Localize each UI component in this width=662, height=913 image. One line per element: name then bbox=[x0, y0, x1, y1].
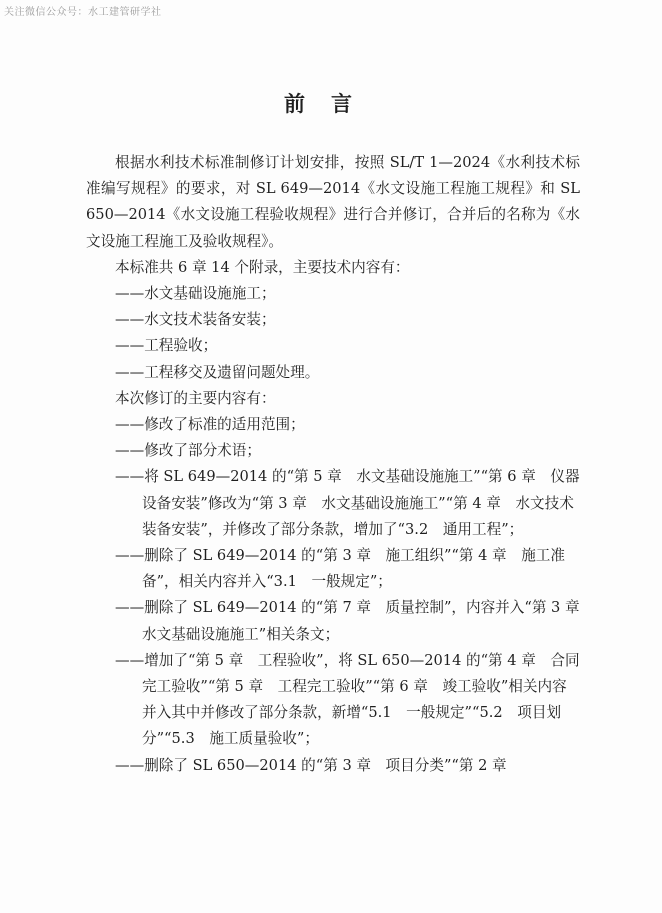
content-item: ——工程移交及遗留问题处理。 bbox=[115, 363, 320, 381]
change-item: ——将 SL 649—2014 的“第 5 章 水文基础设施施工”“第 6 章 仪器设备安装”修改为“第 3 章 水文基础设施施工”“第 4 章 水文技术装备安装”，并修改了部分条款，增加了“3.2 通用工程”； bbox=[115, 468, 580, 538]
summary-line: 本标准共 6 章 14 个附录，主要技术内容有： bbox=[115, 258, 410, 276]
watermark-text: 关注微信公众号：水工建管研学社 bbox=[4, 7, 162, 18]
page-title: 前言 bbox=[284, 92, 378, 116]
change-item: ——增加了“第 5 章 工程验收”，将 SL 650—2014 的“第 4 章 合同完工验收”“第 5 章 工程完工验收”“第 6 章 竣工验收”相关内容并入其中并修改了部分条款，新增“5.1 一般规定”“5.2 项目划分”“5.3 施工质量验收”； bbox=[115, 651, 580, 748]
intro-paragraph: 根据水利技术标准制修订计划安排，按照 SL/T 1—2024《水利技术标准编写规程》的要求，对 SL 649—2014《水文设施工程施工规程》和 SL 650—2014《水文设施工程验收规程》进行合并修订，合并后的名称为《水文设施工程施工及验收规程》。 bbox=[86, 154, 580, 250]
content-item: ——工程验收； bbox=[115, 337, 218, 355]
document-body bbox=[86, 150, 595, 779]
content-item: ——水文技术装备安装； bbox=[115, 311, 276, 329]
change-item: ——修改了标准的适用范围； bbox=[115, 416, 305, 434]
change-item: ——修改了部分术语； bbox=[115, 442, 261, 460]
changes-heading: 本次修订的主要内容有： bbox=[115, 389, 276, 407]
change-item: ——删除了 SL 650—2014 的“第 3 章 项目分类”“第 2 章 bbox=[115, 756, 507, 774]
content-item: ——水文基础设施施工； bbox=[115, 285, 276, 303]
change-item: ——删除了 SL 649—2014 的“第 7 章 质量控制”，内容并入“第 3 章 水文基础设施施工”相关条文； bbox=[115, 599, 595, 643]
change-item: ——删除了 SL 649—2014 的“第 3 章 施工组织”“第 4 章 施工准备”，相关内容并入“3.1 一般规定”； bbox=[115, 547, 565, 591]
